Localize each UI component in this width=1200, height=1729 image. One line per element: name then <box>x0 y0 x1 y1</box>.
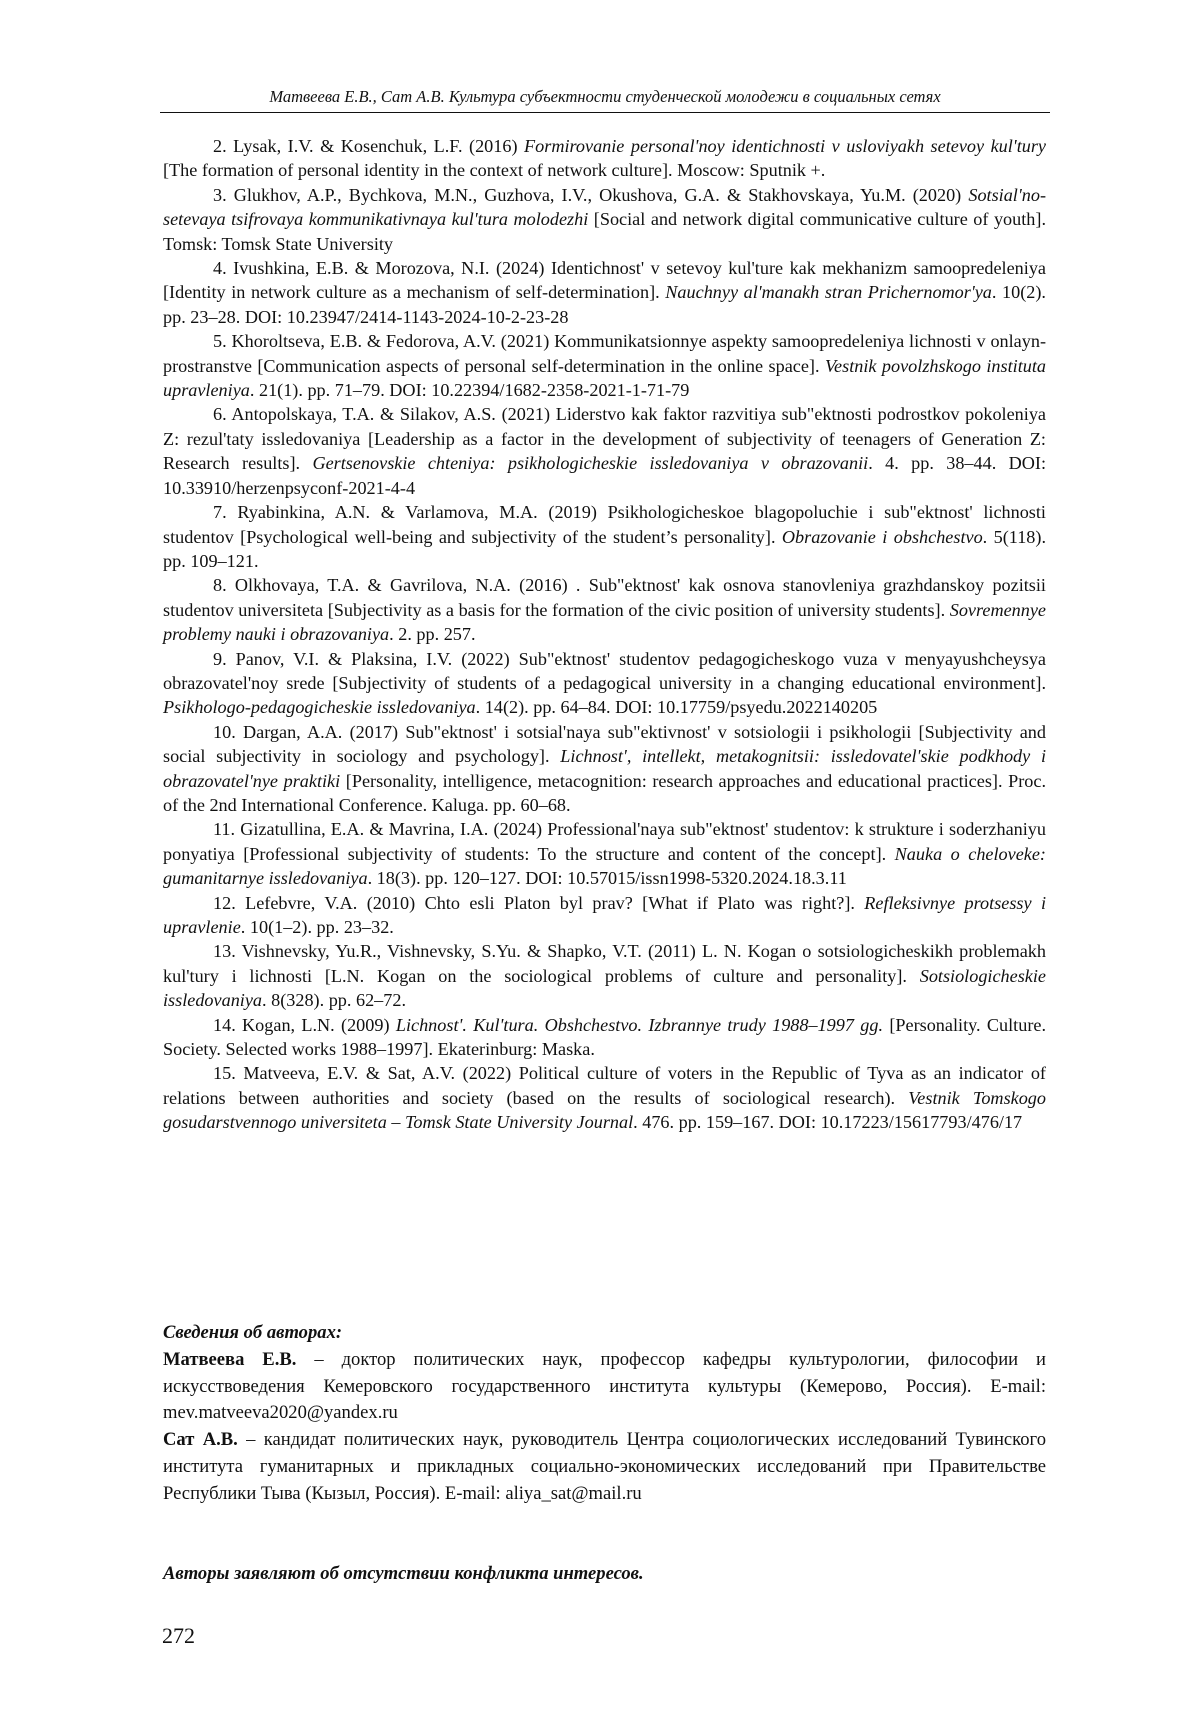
reference-text: 5. Khoroltseva, E.B. & Fedorova, A.V. (2021) Kommunikatsionnye aspekty samoopredeleniya lichnosti v onlayn-prostranstve [Communication aspects of personal self-determination in the online space]. <box>163 331 1046 376</box>
reference-italic-title: Nauchnyy al'manakh stran Prichernomor'ya <box>665 282 992 303</box>
reference-text: 9. Panov, V.I. & Plaksina, I.V. (2022) Sub"ektnost' studentov pedagogicheskogo vuza v menyayushcheysya obrazovatel'noy srede [Subjectivity of students of a pedagogical university in a changing educational environment]. <box>163 648 1046 693</box>
reference-text: . 14(2). pp. 64–84. DOI: 10.17759/psyedu.2022140205 <box>475 697 878 718</box>
reference-entry <box>163 647 1046 720</box>
reference-text: [Personality. Culture. Society. Selected works 1988–1997]. Ekaterinburg: Maska. <box>163 1014 1046 1060</box>
reference-text: . 2. pp. 257. <box>389 624 476 645</box>
reference-italic-title: Sotsial'no-setevaya tsifrovaya kommunikativnaya kul'tura molodezhi <box>163 184 1046 230</box>
reference-italic-title: Lichnost'. Kul'tura. Obshchestvo. Izbrannye trudy 1988–1997 gg. <box>395 1014 884 1035</box>
reference-entry <box>163 329 1046 402</box>
author-details: – доктор политических наук, профессор кафедры культурологии, философии и искусствоведения Кемеровского государственного института культуры (Кемерово, Россия). E-mail: mev.matveeva2020@yandex.ru <box>163 1348 1046 1424</box>
reference-text: . 8(328). pp. 62–72. <box>262 990 406 1011</box>
reference-text: 13. Vishnevsky, Yu.R., Vishnevsky, S.Yu. & Shapko, V.T. (2011) L. N. Kogan o sotsiologicheskikh problemakh kul'tury i lichnosti [L.N. Kogan on the sociological problems of culture and personality]. <box>163 941 1046 986</box>
reference-text: [The formation of personal identity in the context of network culture]. Moscow: Sputnik +. <box>163 160 826 181</box>
author-name: Матвеева Е.В. <box>163 1348 297 1370</box>
reference-text: 14. Kogan, L.N. (2009) <box>213 1014 396 1035</box>
reference-entry <box>163 720 1046 818</box>
reference-italic-title: Sotsiologicheskie issledovaniya <box>163 965 1046 1011</box>
reference-italic-title: Gertsenovskie chteniya: psikhologicheskie issledovaniya v obrazovanii <box>312 453 869 474</box>
conflict-of-interest-statement: Авторы заявляют об отсутствии конфликта интересов. <box>163 1563 644 1584</box>
reference-italic-title: Vestnik Tomskogo gosudarstvennogo universiteta – Tomsk State University Journal <box>163 1087 1046 1133</box>
reference-text: . 10(1–2). pp. 23–32. <box>240 917 394 937</box>
reference-entry <box>163 402 1046 500</box>
reference-italic-title: Psikhologo-pedagogicheskie issledovaniya <box>163 697 476 718</box>
author-entry <box>163 1427 1046 1507</box>
reference-text: 3. Glukhov, A.P., Bychkova, M.N., Guzhova, I.V., Okushova, G.A. & Stakhovskaya, Yu.M. (2020) <box>213 184 969 205</box>
reference-text: . 10(2). pp. 23–28. DOI: 10.23947/2414-1143-2024-10-2-23-28 <box>163 282 1046 327</box>
reference-italic-title: Refleksivnye protsessy i upravlenie <box>163 892 1046 937</box>
authors-section <box>163 1320 1046 1508</box>
reference-entry <box>163 817 1046 890</box>
reference-italic-title: Formirovanie personal'noy identichnosti v usloviyakh setevoy kul'tury <box>524 136 1046 156</box>
reference-text: 6. Antopolskaya, T.A. & Silakov, A.S. (2021) Liderstvo kak faktor razvitiya sub"ektnosti podrostkov pokoleniya Z: rezul'taty issledovaniya [Leadership as a factor in the development of subjectivity of teenagers of Generation Z: Research results]. <box>163 404 1046 474</box>
reference-text: [Social and network digital communicative culture of youth]. Tomsk: Tomsk State University <box>163 209 1046 254</box>
reference-text: 10. Dargan, A.A. (2017) Sub"ektnost' i sotsial'naya sub"ektivnost' v sotsiologii i psikhologii [Subjectivity and social subjectivity in sociology and psychology]. <box>163 721 1046 767</box>
reference-text: . 4. pp. 38–44. DOI: 10.33910/herzenpsyconf-2021-4-4 <box>163 453 1046 498</box>
author-name: Сат А.В. <box>163 1429 238 1451</box>
reference-entry <box>163 500 1046 573</box>
reference-entry <box>163 1013 1046 1062</box>
reference-text: 11. Gizatullina, E.A. & Mavrina, I.A. (2024) Professional'naya sub"ektnost' studentov: k strukture i soderzhaniyu ponyatiya [Professional subjectivity of students: To the structure and content of the concept]. <box>163 819 1046 864</box>
running-header: Матвеева Е.В., Сат А.В. Культура субъектности студенческой молодежи в социальных сетях <box>269 87 941 106</box>
author-entry <box>163 1347 1046 1427</box>
reference-text: . 21(1). pp. 71–79. DOI: 10.22394/1682-2358-2021-1-71-79 <box>249 380 690 401</box>
reference-entry <box>163 939 1046 1012</box>
header-rule <box>160 112 1050 113</box>
reference-entry <box>163 891 1046 940</box>
reference-text: . 5(118). pp. 109–121. <box>163 526 1046 571</box>
reference-entry <box>163 256 1046 329</box>
reference-text: . 18(3). pp. 120–127. DOI: 10.57015/issn1998-5320.2024.18.3.11 <box>367 868 847 889</box>
reference-text: 12. Lefebvre, V.A. (2010) Chto esli Platon byl prav? [What if Plato was right?]. <box>213 892 865 913</box>
reference-italic-title: Sovremennye problemy nauki i obrazovaniya <box>163 599 1046 645</box>
reference-text: [Personality, intelligence, metacognition: research approaches and educational practices]. Proc. of the 2nd International Conference. Kaluga. pp. 60–68. <box>163 770 1046 815</box>
reference-italic-title: Vestnik povolzhskogo instituta upravleniya <box>163 355 1046 401</box>
author-details: – кандидат политических наук, руководитель Центра социологических исследований Тувинского института гуманитарных и прикладных социально-экономических исследований при Правительстве Республики Тыва (Кызыл, Россия). E-mail: aliya_sat@mail.ru <box>163 1429 1046 1504</box>
reference-entry <box>163 183 1046 256</box>
reference-italic-title: Nauka o cheloveke: gumanitarnye issledovaniya <box>163 843 1046 889</box>
reference-text: 2. Lysak, I.V. & Kosenchuk, L.F. (2016) <box>213 136 525 156</box>
reference-text: 4. Ivushkina, E.B. & Morozova, N.I. (2024) Identichnost' v setevoy kul'ture kak mekhanizm samoopredeleniya [Identity in network culture as a mechanism of self-determination]. <box>163 258 1046 303</box>
reference-entry <box>163 134 1046 183</box>
reference-italic-title: Lichnost', intellekt, metakognitsii: issledovatel'skie podkhody i obrazovatel'nye praktiki <box>163 746 1046 791</box>
page-number: 272 <box>162 1623 195 1648</box>
authors-heading: Сведения об авторах: <box>163 1322 343 1343</box>
reference-italic-title: Obrazovanie i obshchestvo <box>781 526 983 547</box>
reference-text: . 476. pp. 159–167. DOI: 10.17223/15617793/476/17 <box>633 1112 1023 1133</box>
reference-list <box>163 134 1046 1135</box>
reference-text: 7. Ryabinkina, A.N. & Varlamova, M.A. (2019) Psikhologicheskoe blagopoluchie i sub"ektnost' lichnosti studentov [Psychological well-being and subjectivity of the student’s personality]. <box>163 502 1046 547</box>
reference-entry <box>163 1061 1046 1134</box>
reference-text: 15. Matveeva, E.V. & Sat, A.V. (2022) Political culture of voters in the Republic of Tyva as an indicator of relations between authorities and society (based on the results of sociological research). <box>163 1063 1046 1108</box>
reference-text: 8. Olkhovaya, T.A. & Gavrilova, N.A. (2016) . Sub"ektnost' kak osnova stanovleniya grazhdanskoy pozitsii studentov universiteta [Subjectivity as a basis for the formation of the civic position of university students]. <box>163 575 1046 620</box>
reference-entry <box>163 573 1046 646</box>
